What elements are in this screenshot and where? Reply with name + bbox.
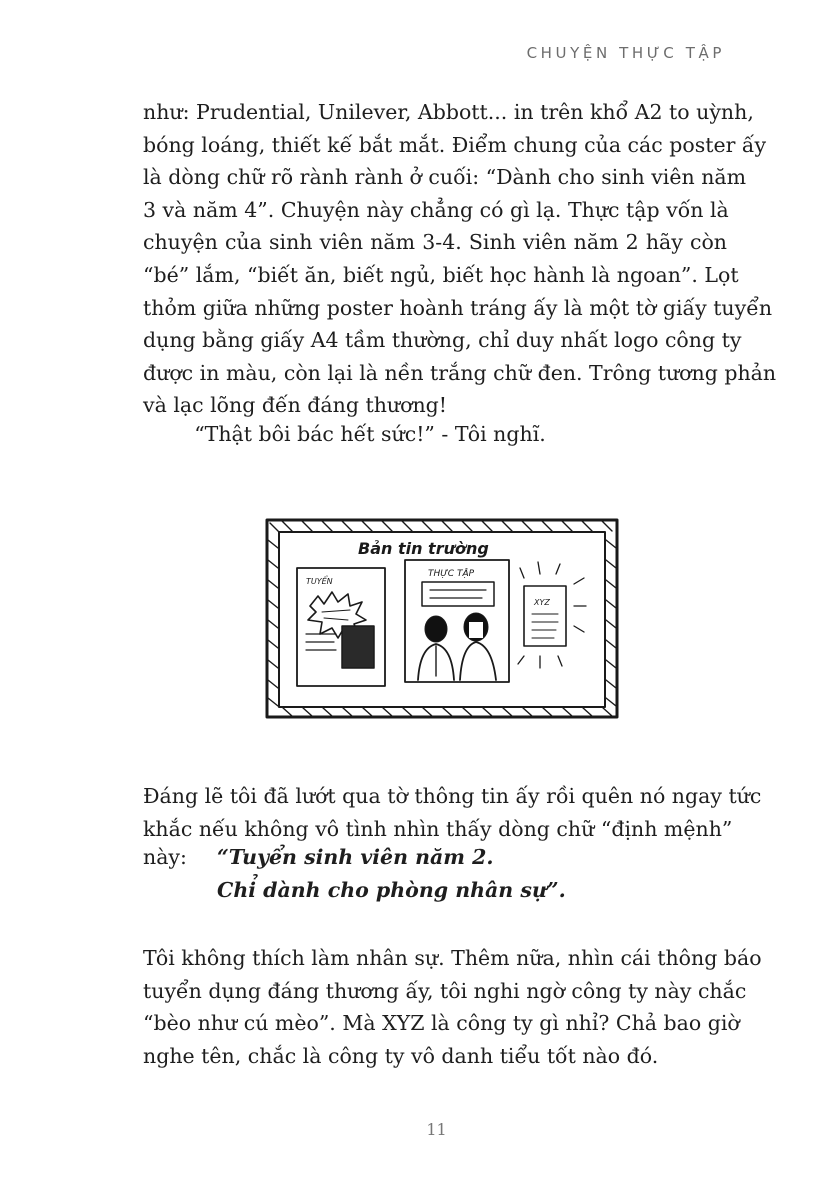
text-line: dụng bằng giấy A4 tầm thường, chỉ duy nhất logo công ty bbox=[143, 328, 742, 353]
bulletin-board-illustration bbox=[262, 510, 622, 725]
text-line: tuyển dụng đáng thương ấy, tôi nghi ngờ công ty này chắc bbox=[143, 978, 747, 1003]
shine-lines bbox=[518, 562, 586, 668]
text-line: và lạc lõng đến đáng thương! bbox=[143, 393, 448, 418]
poster-middle-label: THỰC TẬP bbox=[428, 569, 475, 579]
quote-prefix: này: bbox=[143, 845, 187, 869]
text-line: là dòng chữ rõ rành rành ở cuối: “Dành cho sinh viên năm bbox=[143, 165, 747, 190]
quote-line: “Tuyển sinh viên năm 2. bbox=[217, 845, 494, 869]
text-line: “bèo như cú mèo”. Mà XYZ là công ty gì nhỉ? Chả bao giờ bbox=[143, 1011, 740, 1036]
text-line: như: Prudential, Unilever, Abbott... in trên khổ A2 to uỳnh, bbox=[143, 100, 754, 124]
board-title: Bản tin trường bbox=[358, 539, 489, 558]
text-line: khắc nếu không vô tình nhìn thấy dòng chữ “định mệnh” bbox=[143, 816, 733, 841]
person-head-left bbox=[425, 616, 447, 642]
poster-right-label: XYZ bbox=[534, 598, 550, 607]
text-line: bóng loáng, thiết kế bắt mắt. Điểm chung của các poster ấy bbox=[143, 132, 767, 157]
text-line: Đáng lẽ tôi đã lướt qua tờ thông tin ấy rồi quên nó ngay tức bbox=[143, 784, 762, 808]
text-line: thỏm giữa những poster hoành tráng ấy là một tờ giấy tuyển bbox=[143, 295, 773, 320]
text-line: được in màu, còn lại là nền trắng chữ đen. Trông tương phản bbox=[143, 360, 777, 385]
page-number: 11 bbox=[426, 1120, 447, 1139]
text-line: nghe tên, chắc là công ty vô danh tiểu tốt nào đó. bbox=[143, 1043, 659, 1068]
running-header: CHUYỆN THỰC TẬP bbox=[526, 44, 725, 62]
paragraph-1 bbox=[143, 96, 777, 422]
paragraph-3 bbox=[143, 942, 762, 1072]
text-line: chuyện của sinh viên năm 3-4. Sinh viên năm 2 hãy còn bbox=[143, 230, 727, 255]
text-line: “bé” lắm, “biết ăn, biết ngủ, biết học hành là ngoan”. Lọt bbox=[143, 262, 739, 287]
poster-photo-block bbox=[342, 626, 374, 668]
text-line: 3 và năm 4”. Chuyện này chẳng có gì lạ. Thực tập vốn là bbox=[143, 197, 729, 222]
thought-line: “Thật bôi bác hết sức!” - Tôi nghĩ. bbox=[194, 422, 546, 446]
person-body-right bbox=[460, 642, 496, 680]
poster-right bbox=[524, 586, 566, 646]
poster-left-label: TUYỂN bbox=[306, 577, 333, 586]
quote-line: Chỉ dành cho phòng nhân sự”. bbox=[217, 878, 566, 902]
poster-middle-banner bbox=[422, 582, 494, 606]
text-line: Tôi không thích làm nhân sự. Thêm nữa, nhìn cái thông báo bbox=[143, 946, 762, 970]
paragraph-2 bbox=[143, 780, 762, 845]
